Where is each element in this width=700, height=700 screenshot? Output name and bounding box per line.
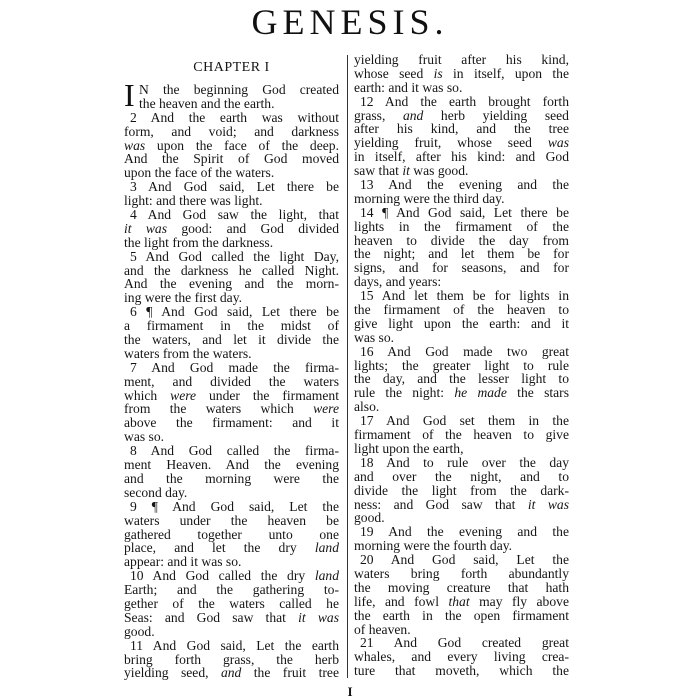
- text-line: [124, 666, 339, 680]
- italic-text-segment: that: [448, 593, 470, 609]
- text-segment: place, and let the dry: [124, 540, 315, 556]
- text-line: [124, 416, 339, 430]
- text-line: [354, 386, 569, 400]
- text-segment: bring forth grass, the herb: [124, 651, 339, 667]
- text-line: [354, 484, 569, 498]
- text-line: [354, 359, 569, 373]
- text-line: [354, 53, 569, 67]
- text-segment: and the morning were the: [124, 470, 339, 486]
- text-segment: signs, and for seasons, and for: [354, 260, 569, 276]
- text-segment: And the Spirit of God moved: [124, 151, 339, 167]
- text-segment: from the waters which: [124, 401, 314, 417]
- text-line: [354, 345, 569, 359]
- text-line: [354, 372, 569, 386]
- text-line: [354, 428, 569, 442]
- text-line: [124, 597, 339, 611]
- text-segment: saw that: [354, 163, 403, 179]
- text-segment: waters bring forth abundantly: [354, 565, 569, 581]
- text-line: [354, 650, 569, 664]
- text-segment: waters under the heaven be: [124, 512, 339, 528]
- text-line: [124, 486, 339, 500]
- text-line: [354, 261, 569, 275]
- text-segment: life, and fowl: [354, 593, 449, 609]
- text-line: [354, 275, 569, 289]
- text-line: [354, 234, 569, 248]
- text-line: [124, 166, 339, 180]
- text-line: [354, 553, 569, 567]
- left-column: [124, 83, 339, 680]
- text-segment: the night; and let them be for: [354, 246, 569, 262]
- text-segment: 2 And the earth was without: [130, 109, 339, 125]
- text-line: [354, 623, 569, 637]
- text-line: [124, 277, 339, 291]
- text-line: [124, 500, 339, 514]
- text-line: [124, 291, 339, 305]
- text-segment: ture that moveth, which the: [354, 663, 569, 679]
- text-line: [354, 442, 569, 456]
- text-line: [354, 95, 569, 109]
- text-line: [124, 305, 339, 319]
- drop-cap: I: [124, 77, 135, 113]
- text-segment: was so.: [124, 429, 165, 445]
- text-line: [124, 444, 339, 458]
- text-line: [124, 472, 339, 486]
- text-segment: appear: and it was so.: [124, 554, 242, 570]
- text-segment: 7 And God made the firma-: [130, 359, 339, 375]
- text-segment: in itself, upon the: [442, 65, 570, 81]
- text-segment: morning were the third day.: [354, 190, 505, 206]
- text-line: [354, 67, 569, 81]
- text-segment: 14 ¶ And God said, Let there be: [360, 204, 569, 220]
- text-segment: And the evening and the morn-: [124, 276, 339, 292]
- italic-text-segment: were: [313, 401, 339, 417]
- text-line: [354, 400, 569, 414]
- text-segment: 6 ¶ And God said, Let there be: [130, 304, 339, 320]
- text-line: [124, 333, 339, 347]
- text-segment: rule the night:: [354, 385, 455, 401]
- text-line: [124, 194, 339, 208]
- text-line: [124, 555, 339, 569]
- text-segment: good.: [124, 623, 155, 639]
- text-line: [124, 389, 339, 403]
- text-segment: 11 And God said, Let the earth: [130, 637, 339, 653]
- italic-text-segment: land: [314, 540, 339, 556]
- text-line: [124, 125, 339, 139]
- italic-text-segment: was: [547, 135, 569, 151]
- text-line: [354, 595, 569, 609]
- text-line: [124, 514, 339, 528]
- text-segment: 18 And to rule over the day: [360, 454, 569, 470]
- text-segment: good: and God divided: [167, 220, 339, 236]
- text-segment: 19 And the evening and the: [360, 524, 569, 540]
- text-line: [354, 317, 569, 331]
- text-segment: 10 And God called the dry: [130, 568, 315, 584]
- text-segment: yielding seed,: [124, 665, 221, 681]
- text-segment: 21 And God created great: [360, 635, 569, 651]
- text-segment: in itself, after his kind: and God: [354, 149, 569, 165]
- text-segment: firmament of the heaven to give: [354, 427, 569, 443]
- text-line: [124, 319, 339, 333]
- chapter-heading: CHAPTER I: [193, 60, 270, 75]
- text-segment: may fly above: [469, 593, 569, 609]
- text-line: [354, 525, 569, 539]
- text-line: [354, 331, 569, 345]
- text-segment: heaven to divide the day from: [354, 232, 569, 248]
- text-segment: light upon the earth,: [354, 440, 464, 456]
- text-line: [124, 639, 339, 653]
- text-segment: yielding fruit after his kind,: [354, 52, 569, 67]
- text-line: [354, 289, 569, 303]
- text-line: [354, 498, 569, 512]
- text-segment: Earth; and the gathering to-: [124, 582, 339, 598]
- text-line: [354, 247, 569, 261]
- italic-text-segment: it: [402, 163, 410, 179]
- text-line: [124, 83, 339, 97]
- text-segment: 20 And God said, Let the: [360, 552, 569, 568]
- italic-text-segment: it was: [527, 496, 570, 512]
- text-segment: under the firmament: [196, 387, 339, 403]
- text-line: [124, 139, 339, 153]
- text-line: [124, 208, 339, 222]
- text-line: [354, 539, 569, 553]
- text-segment: days, and years:: [354, 274, 442, 290]
- text-line: [124, 541, 339, 555]
- text-line: [354, 567, 569, 581]
- text-segment: divide the light from the dark-: [354, 482, 569, 498]
- text-line: [354, 636, 569, 650]
- text-segment: Seas: and God saw that: [124, 609, 299, 625]
- italic-text-segment: and: [402, 107, 424, 123]
- text-segment: good.: [354, 510, 385, 526]
- text-line: [124, 625, 339, 639]
- text-segment: the day, and the lesser light to: [354, 371, 569, 387]
- text-segment: 3 And God said, Let there be: [130, 179, 339, 195]
- text-segment: the heaven and the earth.: [139, 95, 275, 111]
- text-line: [354, 664, 569, 678]
- text-segment: 13 And the evening and the: [360, 177, 569, 193]
- text-segment: of heaven.: [354, 621, 411, 637]
- text-line: [354, 150, 569, 164]
- text-line: [354, 164, 569, 178]
- text-segment: a firmament in the midst of: [124, 318, 339, 334]
- text-segment: grass,: [354, 107, 403, 123]
- text-segment: which: [124, 387, 171, 403]
- text-line: [124, 458, 339, 472]
- italic-text-segment: it was: [298, 609, 340, 625]
- text-line: [124, 222, 339, 236]
- text-segment: the firmament of the heaven to: [354, 302, 569, 318]
- text-line: [354, 109, 569, 123]
- text-line: [354, 220, 569, 234]
- text-segment: was good.: [409, 163, 469, 179]
- text-line: [124, 569, 339, 583]
- text-line: [354, 609, 569, 623]
- text-line: [124, 375, 339, 389]
- text-segment: the light from the darkness.: [124, 234, 274, 250]
- text-segment: earth: and it was so.: [354, 79, 463, 95]
- text-line: [354, 122, 569, 136]
- text-segment: 15 And let them be for lights in: [360, 288, 569, 304]
- text-segment: after his kind, and the tree: [354, 121, 569, 137]
- text-segment: second day.: [124, 484, 188, 500]
- text-segment: light: and there was light.: [124, 193, 263, 209]
- text-segment: and the darkness he called Night.: [124, 262, 339, 278]
- text-segment: whose seed: [354, 65, 434, 81]
- text-segment: also.: [354, 399, 380, 415]
- text-segment: gether of the waters called he: [124, 595, 339, 611]
- text-segment: lights; the greater light to rule: [354, 357, 569, 373]
- text-line: [124, 97, 339, 111]
- italic-text-segment: were: [170, 387, 197, 403]
- text-line: [124, 264, 339, 278]
- text-segment: was so.: [354, 329, 395, 345]
- text-segment: 8 And God called the firma-: [130, 443, 339, 459]
- text-segment: lights in the firmament of the: [354, 218, 569, 234]
- text-line: [354, 414, 569, 428]
- text-line: [124, 528, 339, 542]
- text-segment: form, and void; and darkness: [124, 123, 339, 139]
- text-line: [354, 206, 569, 220]
- text-segment: upon the face of the waters.: [124, 165, 275, 181]
- text-segment: waters from the waters.: [124, 345, 252, 361]
- text-segment: N the beginning God created: [139, 82, 339, 97]
- italic-text-segment: was: [124, 137, 146, 153]
- text-segment: gathered together unto one: [124, 526, 339, 542]
- text-line: [124, 361, 339, 375]
- italic-text-segment: and: [220, 665, 242, 681]
- text-segment: morning were the fourth day.: [354, 538, 513, 554]
- italic-text-segment: it was: [124, 220, 168, 236]
- text-line: [354, 136, 569, 150]
- text-line: [354, 511, 569, 525]
- text-line: [124, 402, 339, 416]
- text-line: [124, 250, 339, 264]
- text-line: [124, 347, 339, 361]
- italic-text-segment: land: [314, 568, 339, 584]
- text-line: [354, 192, 569, 206]
- text-segment: 16 And God made two great: [360, 343, 569, 359]
- text-segment: above the firmament: and it: [124, 415, 339, 431]
- text-segment: ing were the first day.: [124, 290, 243, 306]
- text-segment: yielding fruit, whose seed: [354, 135, 548, 151]
- text-segment: the fruit tree: [241, 665, 339, 681]
- italic-text-segment: he made: [454, 385, 507, 401]
- text-segment: 4 And God saw the light, that: [130, 207, 339, 223]
- text-line: [124, 111, 339, 125]
- text-line: [124, 430, 339, 444]
- book-title: GENESIS.: [251, 2, 449, 42]
- text-segment: 5 And God called the light Day,: [130, 248, 339, 264]
- text-segment: 9 ¶ And God said, Let the: [130, 498, 339, 514]
- text-line: [124, 180, 339, 194]
- text-line: [354, 470, 569, 484]
- text-line: [354, 456, 569, 470]
- right-column: [354, 53, 569, 678]
- text-segment: herb yielding seed: [423, 107, 569, 123]
- text-line: [354, 178, 569, 192]
- italic-text-segment: is: [433, 65, 443, 81]
- text-line: [354, 81, 569, 95]
- text-line: [124, 611, 339, 625]
- text-segment: ness: and God saw that: [354, 496, 528, 512]
- text-segment: 17 And God set them in the: [360, 413, 569, 429]
- text-segment: the moving creature that hath: [354, 579, 569, 595]
- text-line: [354, 581, 569, 595]
- text-segment: the waters, and let it divide the: [124, 332, 339, 348]
- text-line: [354, 303, 569, 317]
- text-segment: whales, and every living crea-: [354, 649, 569, 665]
- text-segment: ment, and divided the waters: [124, 373, 339, 389]
- text-segment: and over the night, and to: [354, 468, 569, 484]
- text-segment: ment Heaven. And the evening: [124, 457, 339, 473]
- text-segment: the stars: [506, 385, 569, 401]
- column-divider: [347, 55, 348, 678]
- text-segment: the earth in the open firmament: [354, 607, 569, 623]
- text-line: [124, 152, 339, 166]
- page-number: I: [347, 684, 353, 699]
- text-line: [124, 236, 339, 250]
- text-segment: give light upon the earth: and it: [354, 315, 569, 331]
- text-line: [124, 653, 339, 667]
- text-line: [124, 583, 339, 597]
- text-segment: 12 And the earth brought forth: [360, 93, 569, 109]
- text-segment: upon the face of the deep.: [145, 137, 339, 153]
